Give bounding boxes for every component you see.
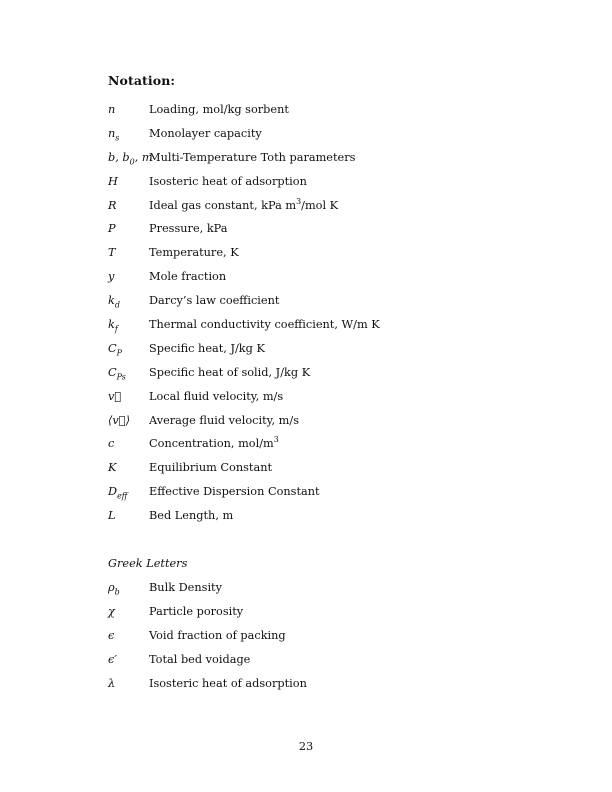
greek-symbol: $\rho_b$: [108, 581, 120, 597]
notation-row: [108, 341, 528, 365]
notation-symbol: y: [108, 270, 115, 284]
notation-description: Equilibrium Constant: [149, 461, 273, 475]
notation-row: [108, 317, 528, 341]
greek-row: [108, 628, 528, 652]
greek-description: Particle porosity: [149, 604, 244, 618]
notation-symbol: v⃗: [108, 389, 122, 403]
greek-description: Bulk Density: [149, 581, 222, 594]
notation-description: Monolayer capacity: [149, 126, 262, 140]
notation-symbol: ⟨v⃗⟩: [108, 413, 130, 427]
notation-symbol: c: [108, 437, 115, 451]
notation-symbol: K: [108, 461, 117, 475]
notation-symbol: $C_{Ps}$: [108, 365, 126, 382]
notation-row: [108, 221, 528, 245]
notation-row: [108, 484, 528, 508]
notation-symbol: R: [108, 198, 117, 212]
notation-description: Pressure, kPa: [149, 222, 228, 236]
notation-description: Temperature, K: [149, 246, 239, 260]
notation-row: [108, 460, 528, 484]
greek-symbol: λ: [108, 676, 116, 690]
notation-symbol: $C_P$: [108, 341, 122, 358]
notation-symbol: T: [108, 246, 116, 260]
notation-symbol: b, $b_0$, m: [108, 150, 153, 167]
notation-description: Mole fraction: [149, 270, 227, 284]
notation-heading: Notation:: [108, 73, 176, 88]
notation-symbol: P: [108, 222, 116, 236]
notation-row: [108, 102, 528, 126]
greek-row: [108, 580, 528, 604]
greek-description: Void fraction of packing: [149, 628, 286, 642]
greek-symbol: ϵ′: [108, 652, 117, 666]
notation-description: Multi-Temperature Toth parameters: [149, 150, 356, 164]
notation-symbol: n: [108, 103, 116, 116]
notation-description: Isosteric heat of adsorption: [149, 174, 307, 188]
notation-description: Ideal gas constant, kPa $m^3$/mol K: [149, 196, 339, 212]
notation-row: [108, 436, 528, 460]
notation-description: Average fluid velocity, m/s: [149, 413, 299, 427]
notation-description: Specific heat of solid, J/kg K: [149, 365, 311, 379]
notation-row: [108, 413, 528, 437]
notation-description: Loading, mol/kg sorbent: [149, 103, 289, 116]
greek-symbol: χ: [108, 604, 115, 618]
notation-symbol: $k_d$: [108, 294, 120, 310]
greek-row: [108, 604, 528, 628]
notation-description: Thermal conductivity coefficient, W/m K: [149, 318, 380, 332]
notation-description: Concentration, mol/$m^3$: [149, 435, 279, 451]
notation-symbol: H: [108, 174, 118, 188]
notation-description: Effective Dispersion Constant: [149, 485, 320, 499]
notation-description: Darcy’s law coefficient: [149, 294, 280, 308]
notation-row: [108, 174, 528, 198]
greek-row: [108, 676, 528, 700]
notation-row: [108, 245, 528, 269]
notation-row: [108, 150, 528, 174]
greek-letters-list: [108, 580, 528, 699]
notation-symbol: L: [108, 509, 116, 523]
notation-row: [108, 269, 528, 293]
notation-description: Bed Length, m: [149, 509, 234, 523]
notation-row: [108, 508, 528, 532]
greek-symbol: ϵ: [108, 628, 115, 642]
page-number: 23: [298, 740, 314, 753]
notation-row: [108, 389, 528, 413]
notation-row: [108, 126, 528, 150]
notation-description: Local fluid velocity, m/s: [149, 389, 284, 403]
greek-description: Isosteric heat of adsorption: [149, 676, 307, 690]
notation-row: [108, 293, 528, 317]
notation-description: Specific heat, J/kg K: [149, 341, 265, 355]
greek-description: Total bed voidage: [149, 652, 251, 666]
notation-symbol: $n_s$: [108, 126, 120, 143]
notation-symbol: $D_{eff}$: [108, 485, 128, 501]
notation-row: [108, 198, 528, 222]
greek-letters-heading: Greek Letters: [108, 557, 188, 570]
notation-list: [108, 102, 528, 532]
greek-row: [108, 652, 528, 676]
notation-row: [108, 365, 528, 389]
notation-symbol: $k_f$: [108, 318, 118, 334]
